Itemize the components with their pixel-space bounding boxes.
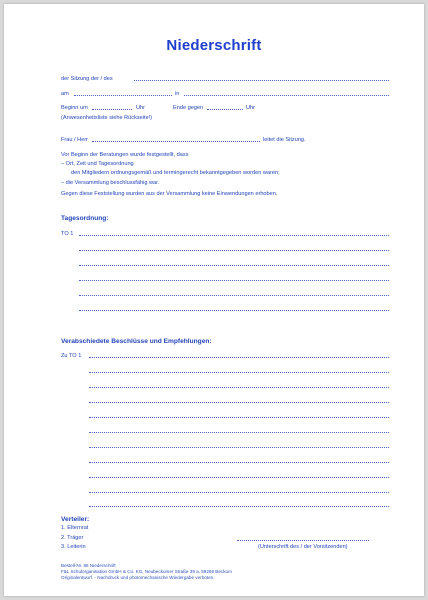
verteiler-item: 1. Elternrat bbox=[61, 525, 89, 531]
in-label: in bbox=[175, 91, 180, 97]
verteiler-item: 3. Leiterin bbox=[61, 544, 86, 550]
frau-herr-label: Frau / Herr bbox=[61, 137, 89, 143]
sitzung-field[interactable] bbox=[134, 80, 389, 81]
zu-to1-label: Zu TO 1 bbox=[61, 353, 82, 359]
vorsitz-field[interactable] bbox=[92, 141, 260, 142]
festgestellt-text: Vor Beginn der Beratungen wurde festgestellt, dass bbox=[61, 152, 189, 158]
beschluss-line[interactable] bbox=[89, 462, 389, 463]
am-label: am bbox=[61, 91, 69, 97]
beschluss-line[interactable] bbox=[89, 357, 389, 358]
in-field[interactable] bbox=[184, 95, 389, 96]
tagesordnung-heading: Tagesordnung: bbox=[61, 215, 109, 222]
footer-publisher: F&L Schulorganisation GmbH & Co. KG, Neubeckumer Straße 39 a, 59269 Beckum bbox=[61, 569, 232, 574]
tagesordnung-line[interactable] bbox=[79, 295, 389, 296]
anwesenheit-note: (Anwesenheitsliste siehe Rückseite!) bbox=[61, 115, 153, 121]
ende-label: Ende gegen bbox=[173, 105, 204, 111]
tagesordnung-line[interactable] bbox=[79, 310, 389, 311]
uhr-label-2: Uhr bbox=[246, 105, 256, 111]
signature-line[interactable] bbox=[237, 540, 369, 541]
einwendungen-text: Gegen diese Feststellung wurden aus der Versammlung keine Einwendungen erhoben. bbox=[61, 191, 278, 197]
beschluss-line[interactable] bbox=[89, 387, 389, 388]
beschluss-line[interactable] bbox=[89, 402, 389, 403]
tagesordnung-line[interactable] bbox=[79, 265, 389, 266]
verteiler-heading: Verteiler: bbox=[61, 516, 90, 523]
am-field[interactable] bbox=[74, 95, 172, 96]
beginn-label: Beginn um bbox=[61, 105, 88, 111]
verteiler-item: 2. Träger bbox=[61, 535, 84, 541]
beschluss-line[interactable] bbox=[89, 477, 389, 478]
beschluss-line[interactable] bbox=[89, 432, 389, 433]
leitet-label: leitet die Sitzung. bbox=[263, 137, 306, 143]
bullet-ort-zeit: – Ort, Zeit und Tagesordnung bbox=[61, 161, 134, 167]
sitzung-label: der Sitzung der / des bbox=[61, 76, 113, 82]
uhr-label-1: Uhr bbox=[136, 105, 146, 111]
beschluss-line[interactable] bbox=[89, 417, 389, 418]
ende-field[interactable] bbox=[207, 109, 243, 110]
beschluss-line[interactable] bbox=[89, 506, 389, 507]
bullet-beschlussfaehig: – die Versammlung beschlussfähig war. bbox=[61, 180, 160, 186]
page-title: Niederschrift bbox=[166, 37, 262, 54]
tagesordnung-line[interactable] bbox=[79, 280, 389, 281]
signature-caption: (Unterschrift des / der Vorsitzenden) bbox=[258, 544, 348, 550]
beschluss-line[interactable] bbox=[89, 492, 389, 493]
bullet-ort-zeit-cont: den Mitgliedern ordnungsgemäß und termingerecht bekanntgegeben worden waren; bbox=[71, 170, 280, 176]
footer-copyright: Originalentwurf. - Nachdruck und photomechanische Wiedergabe verboten. bbox=[61, 575, 215, 580]
footer-order-number: Bestell-Nr. 86 Niederschrift bbox=[61, 563, 116, 568]
beschluss-line[interactable] bbox=[89, 372, 389, 373]
tagesordnung-line[interactable] bbox=[79, 250, 389, 251]
beschluesse-heading: Verabschiedete Beschlüsse und Empfehlungen: bbox=[61, 338, 212, 345]
form-sheet bbox=[4, 4, 424, 596]
beschluss-line[interactable] bbox=[89, 447, 389, 448]
to1-label: TO 1 bbox=[61, 231, 74, 237]
tagesordnung-line[interactable] bbox=[79, 235, 389, 236]
beginn-field[interactable] bbox=[92, 109, 132, 110]
